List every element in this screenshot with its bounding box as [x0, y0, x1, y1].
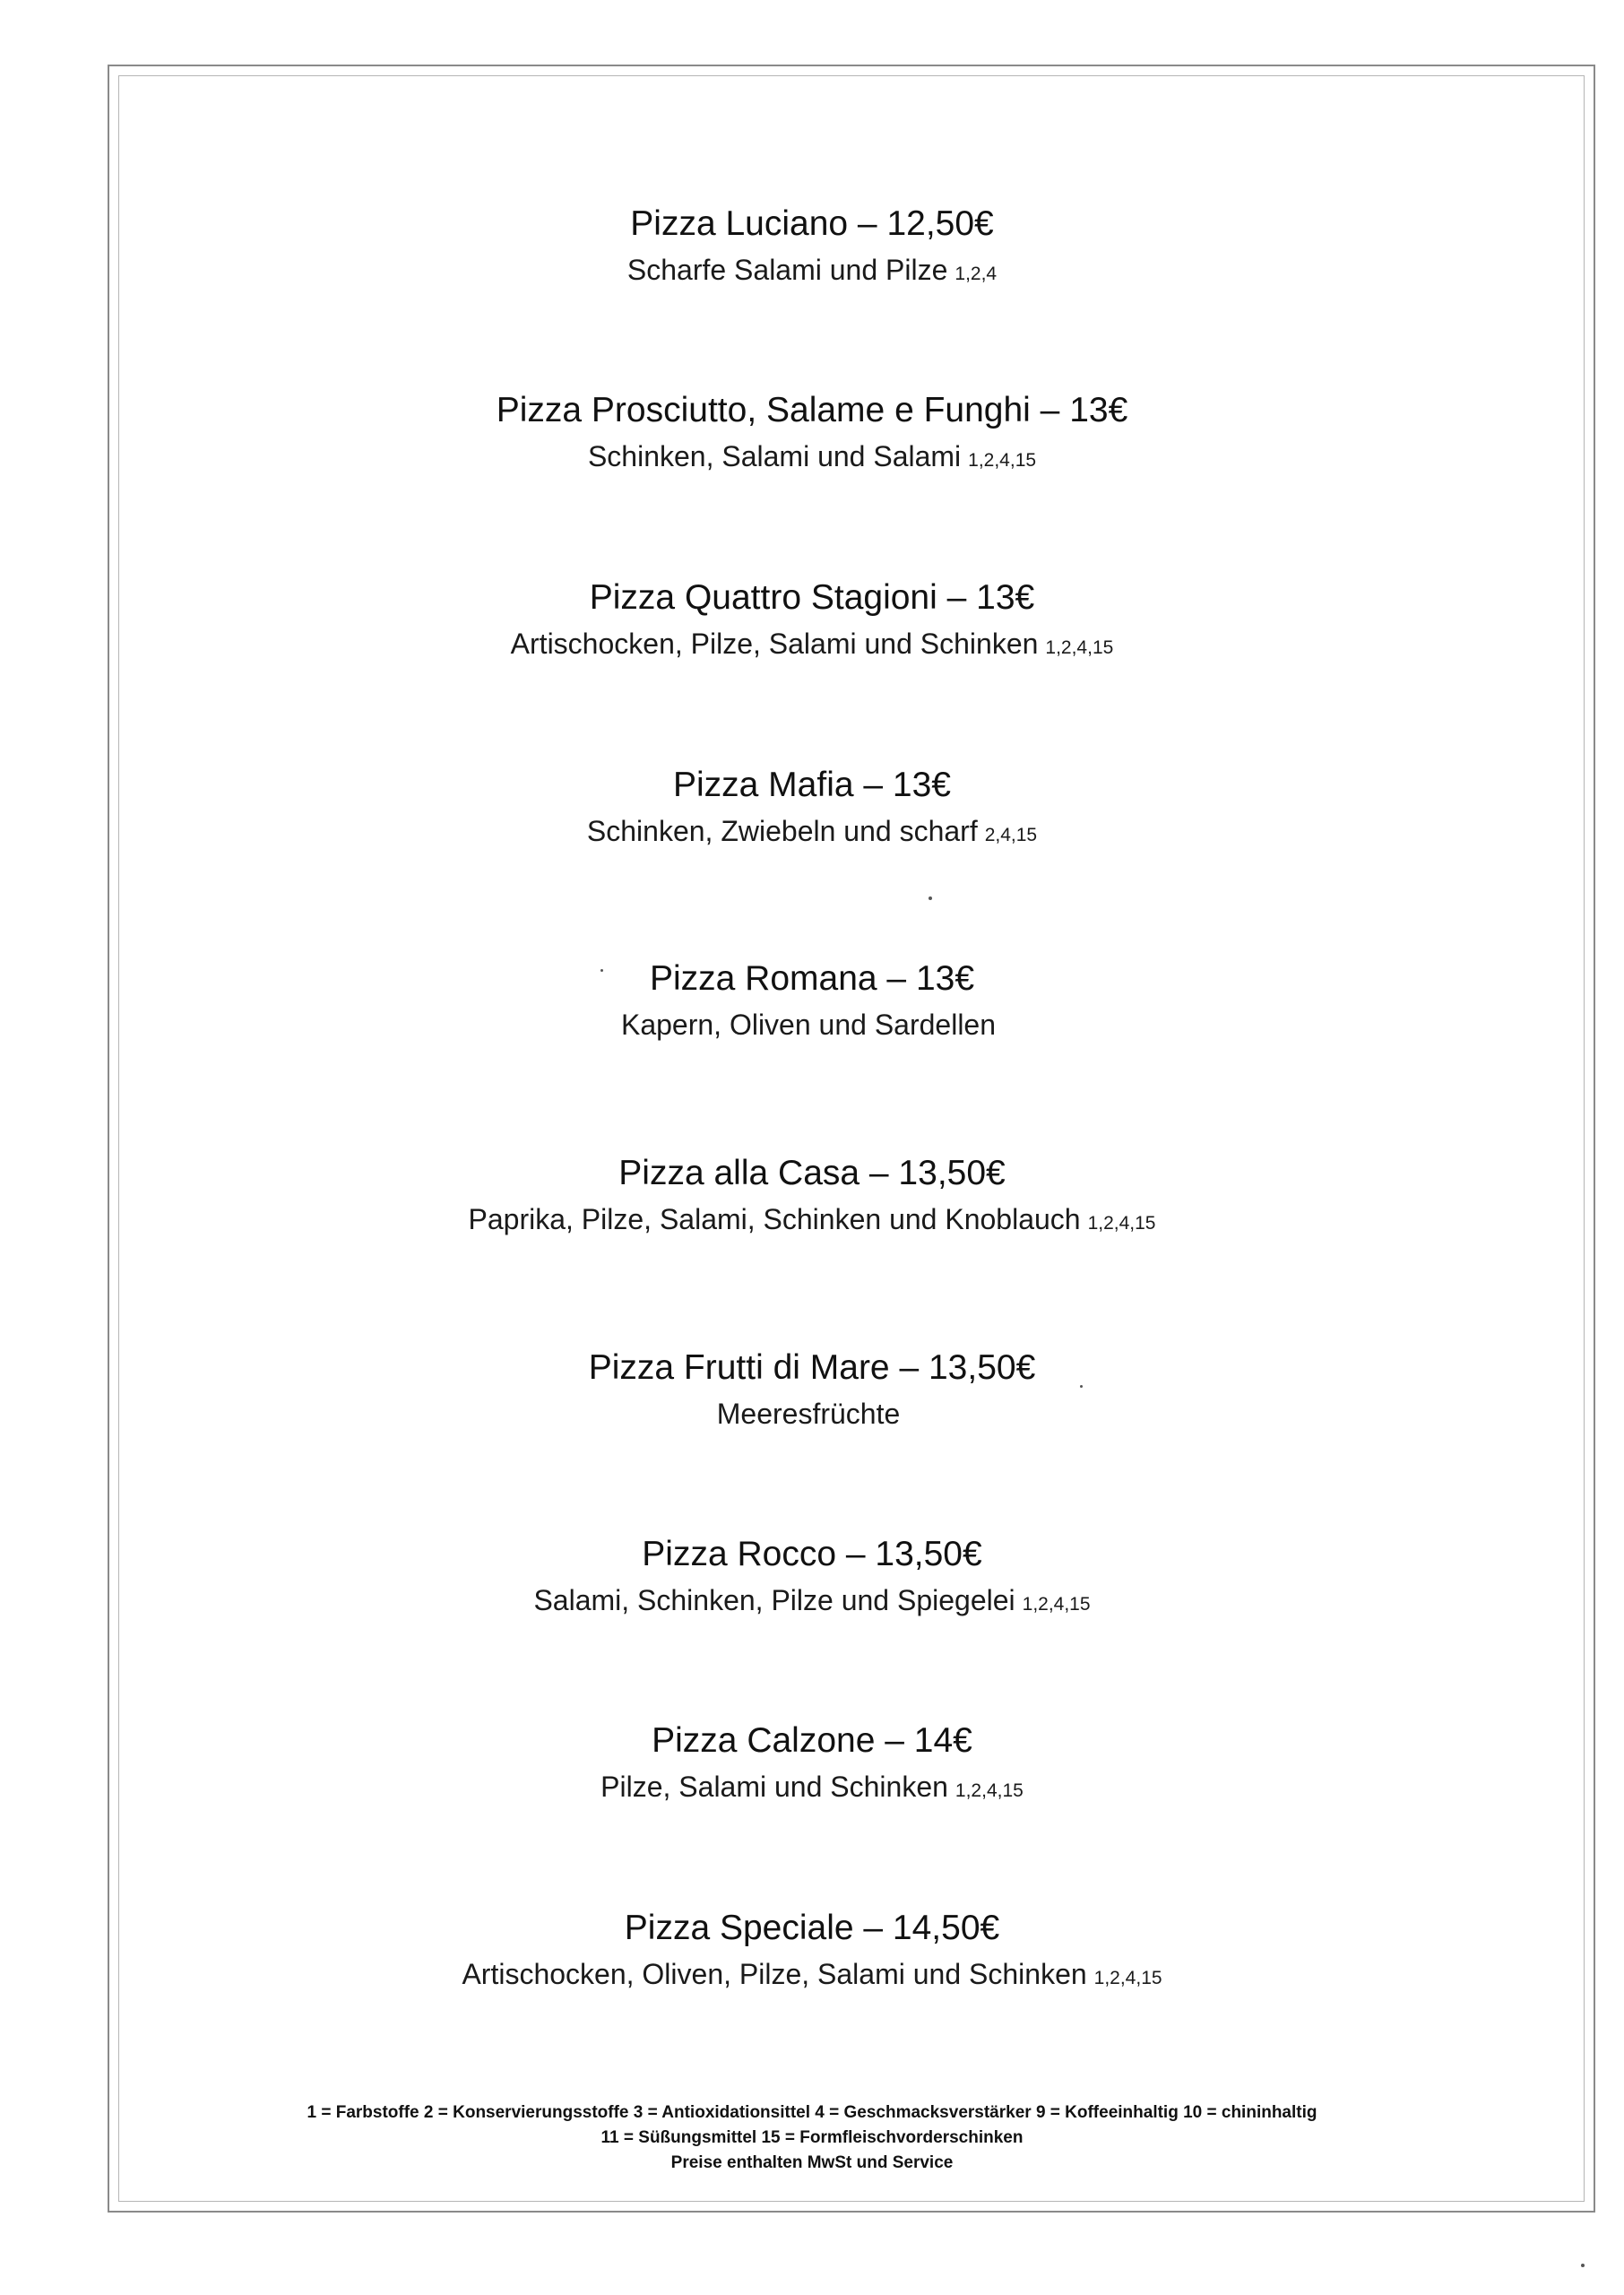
menu-item-allergens: 1,2,4,15: [1045, 637, 1114, 658]
menu-item-romana: [0, 957, 1624, 1048]
menu-item-title: Pizza Calzone – 14€: [652, 1721, 972, 1760]
menu-item-rocco: [0, 1533, 1624, 1624]
menu-item-description: [0, 812, 1624, 854]
menu-item-ingredients: Schinken, Salami und Salami: [587, 440, 962, 472]
menu-item-ingredients: Paprika, Pilze, Salami, Schinken und Knoblauch: [468, 1203, 1081, 1235]
menu-item-title: Pizza alla Casa – 13,50€: [618, 1154, 1006, 1192]
menu-item-title: Pizza Frutti di Mare – 13,50€: [588, 1348, 1036, 1387]
menu-item-description: [0, 251, 1624, 293]
menu-item-title: Pizza Rocco – 13,50€: [642, 1535, 982, 1573]
menu-item-description: [0, 437, 1624, 480]
menu-item-prosciutto-salame-funghi: [0, 389, 1624, 480]
price-note: Preise enthalten MwSt und Service: [670, 2153, 954, 2172]
menu-item-description: [0, 1395, 1624, 1437]
menu-item-description: [0, 625, 1624, 667]
menu-item-title: Pizza Mafia – 13€: [672, 766, 951, 804]
menu-item-title: Pizza Luciano – 12,50€: [630, 204, 994, 243]
menu-item-calzone: [0, 1719, 1624, 1810]
menu-item-ingredients: Kapern, Oliven und Sardellen: [620, 1009, 997, 1041]
menu-item-allergens: 1,2,4,15: [968, 450, 1037, 471]
menu-item-title: Pizza Speciale – 14,50€: [624, 1909, 1000, 1947]
menu-item-allergens: 2,4,15: [984, 825, 1038, 845]
menu-item-description: [0, 1955, 1624, 1997]
menu-item-description: [0, 1768, 1624, 1810]
allergen-legend: [0, 2100, 1624, 2176]
menu-item-description: [0, 1006, 1624, 1048]
menu-item-ingredients: Meeresfrüchte: [716, 1398, 901, 1430]
menu-item-mafia: [0, 764, 1624, 854]
menu-item-ingredients: Scharfe Salami und Pilze: [626, 254, 948, 286]
menu-item-speciale: [0, 1907, 1624, 1997]
scan-speck: [1581, 2264, 1585, 2267]
scan-speck: [929, 896, 932, 900]
menu-item-allergens: 1,2,4: [955, 264, 998, 284]
menu-item-allergens: 1,2,4,15: [1093, 1968, 1162, 1988]
menu-item-allergens: 1,2,4,15: [1022, 1594, 1091, 1615]
menu-item-ingredients: Artischocken, Pilze, Salami und Schinken: [510, 628, 1039, 660]
menu-item-ingredients: Schinken, Zwiebeln und scharf: [586, 815, 978, 847]
menu-item-title: Pizza Prosciutto, Salame e Funghi – 13€: [496, 391, 1128, 429]
menu-item-luciano: [0, 203, 1624, 293]
menu-item-alla-casa: [0, 1152, 1624, 1243]
menu-item-ingredients: Pilze, Salami und Schinken: [600, 1771, 948, 1803]
allergen-legend-line-2: 11 = Süßungsmittel 15 = Formfleischvorderschinken: [600, 2128, 1024, 2147]
menu-item-allergens: 1,2,4,15: [955, 1780, 1024, 1801]
menu-item-description: [0, 1200, 1624, 1243]
menu-item-ingredients: Artischocken, Oliven, Pilze, Salami und Schinken: [462, 1958, 1087, 1990]
menu-item-title: Pizza Quattro Stagioni – 13€: [589, 578, 1035, 617]
menu-item-frutti-di-mare: [0, 1347, 1624, 1437]
menu-item-description: [0, 1581, 1624, 1624]
menu-item-title: Pizza Romana – 13€: [649, 959, 975, 998]
menu-item-quattro-stagioni: [0, 576, 1624, 667]
menu-item-allergens: 1,2,4,15: [1087, 1213, 1156, 1234]
allergen-legend-line-1: 1 = Farbstoffe 2 = Konservierungsstoffe 3 = Antioxidationsittel 4 = Geschmacksverstärker 9 = Koffeeinhaltig 10 = chininhaltig: [307, 2103, 1317, 2122]
menu-item-ingredients: Salami, Schinken, Pilze und Spiegelei: [533, 1584, 1015, 1616]
